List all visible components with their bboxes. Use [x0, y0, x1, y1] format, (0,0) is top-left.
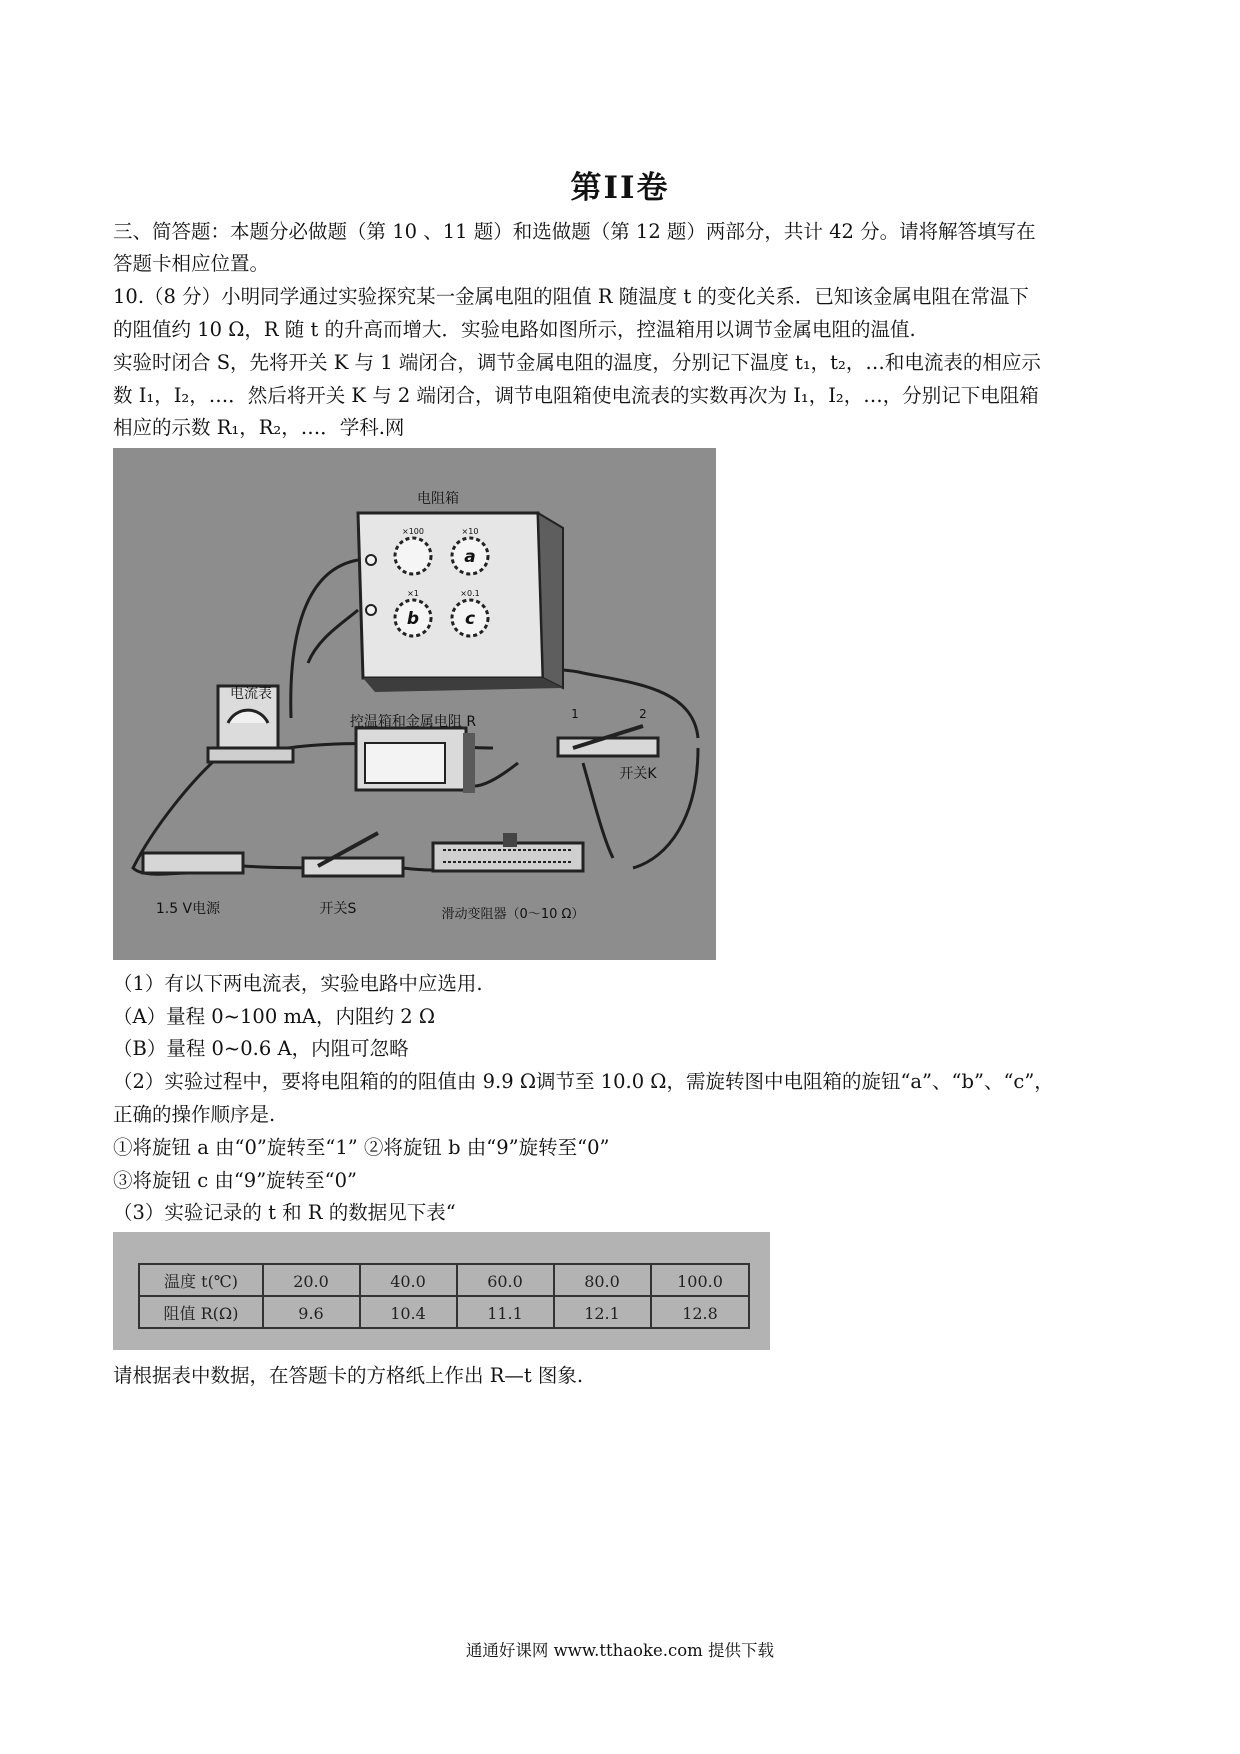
ammeter-label: 电流表: [230, 686, 272, 702]
switch-s-label: 开关S: [319, 901, 357, 917]
table-cell: 80.0: [584, 1272, 620, 1291]
question-10-line-5: 相应的示数 R₁，R₂，…．学科.网: [113, 416, 405, 439]
knob-c-multiplier: ×0.1: [460, 589, 480, 598]
rheostat-label: 滑动变阻器（0～10 Ω）: [441, 907, 585, 922]
instructions-line-2: 答题卡相应位置。: [113, 252, 270, 275]
knob-b-label: b: [406, 609, 420, 629]
table-cell: 12.1: [584, 1304, 620, 1323]
knob-b-multiplier: ×1: [407, 589, 419, 598]
question-1: （1）有以下两电流表，实验电路中应选用.: [113, 972, 483, 995]
section-title: 第II卷: [570, 170, 670, 206]
table-cell: 60.0: [487, 1272, 523, 1291]
question-3: （3）实验记录的 t 和 R 的数据见下表“: [113, 1201, 456, 1224]
footer-credit: 通通好课网 www.tthaoke.com 提供下载: [465, 1641, 775, 1660]
question-2-line-1: （2）实验过程中，要将电阻箱的的阻值由 9.9 Ω调节至 10.0 Ω，需旋转图中电阻箱的旋钮“a”、“b”、“c”，: [113, 1070, 1054, 1093]
table-cell: 20.0: [293, 1272, 329, 1291]
table-cell: 9.6: [298, 1304, 324, 1323]
knob-c-label: c: [464, 609, 476, 629]
circuit-figure: [113, 448, 716, 960]
instructions-line-1: 三、简答题：本题分必做题（第 10 、11 题）和选做题（第 12 题）两部分，共计 42 分。请将解答填写在: [113, 220, 1036, 243]
knob-top-left-multiplier: ×100: [402, 527, 424, 536]
power-source: [143, 853, 243, 873]
table-header-resistance: 阻值 R(Ω): [163, 1304, 239, 1323]
knob-a-label: a: [464, 547, 476, 567]
switch-k-terminal-1: 1: [571, 707, 579, 721]
question-2-step-1-2: ①将旋钮 a 由“0”旋转至“1” ②将旋钮 b 由“9”旋转至“0”: [113, 1136, 610, 1159]
power-source-label: 1.5 V电源: [155, 901, 221, 917]
resistance-box-label: 电阻箱: [417, 491, 459, 507]
table-cell: 40.0: [390, 1272, 426, 1291]
table-cell: 12.8: [682, 1304, 718, 1323]
resistance-box: [358, 513, 563, 692]
question-10-line-1: 10.（8 分）小明同学通过实验探究某一金属电阻的阻值 R 随温度 t 的变化关系．已知该金属电阻在常温下: [113, 285, 1029, 308]
oven: [356, 728, 475, 793]
table-header-temperature: 温度 t(℃): [164, 1272, 238, 1291]
oven-label: 控温箱和金属电阻 R: [349, 714, 477, 730]
table-cell: 10.4: [390, 1304, 426, 1323]
question-10-line-2: 的阻值约 10 Ω，R 随 t 的升高而增大．实验电路如图所示，控温箱用以调节金属电阻的温值.: [113, 318, 916, 341]
question-3-instruction: 请根据表中数据，在答题卡的方格纸上作出 R—t 图象.: [113, 1364, 584, 1387]
switch-k-label: 开关K: [619, 766, 657, 782]
data-table-image: [113, 1232, 770, 1350]
switch-k-terminal-2: 2: [639, 707, 647, 721]
table-cell: 11.1: [487, 1304, 523, 1323]
option-b: （B）量程 0~0.6 A，内阻可忽略: [113, 1037, 409, 1060]
question-2-step-3: ③将旋钮 c 由“9”旋转至“0”: [113, 1169, 358, 1192]
question-10-line-3: 实验时闭合 S，先将开关 K 与 1 端闭合，调节金属电阻的温度，分别记下温度 t₁，t₂，…和电流表的相应示: [113, 351, 1041, 374]
table-cell: 100.0: [677, 1272, 723, 1291]
question-10-line-4: 数 I₁，I₂，…．然后将开关 K 与 2 端闭合，调节电阻箱使电流表的实数再次为 I₁，I₂，…，分别记下电阻箱: [113, 384, 1039, 407]
question-2-line-2: 正确的操作顺序是.: [113, 1103, 276, 1126]
knob-a-multiplier: ×10: [461, 527, 479, 536]
option-a: （A）量程 0~100 mA，内阻约 2 Ω: [113, 1005, 435, 1028]
